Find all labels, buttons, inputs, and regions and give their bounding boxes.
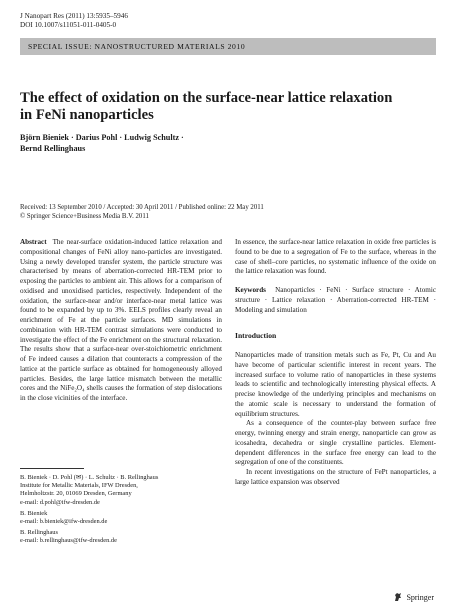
journal-citation <box>20 12 128 30</box>
publisher-mark <box>393 592 434 602</box>
affiliation-line: B. Rellinghaus <box>20 529 58 537</box>
publisher-name: Springer <box>406 592 434 602</box>
abstract-continued: In essence, the surface-near lattice relaxation in oxide free particles is found to be due to a segregation of Fe to the surface, whereas in the case of shell–core particles, no systematic influence of the oxide on the lattice relaxation was found. <box>235 238 436 276</box>
author-line: Björn Bieniek · Darius Pohl · Ludwig Schultz · <box>20 133 184 142</box>
abstract-text: The near-surface oxidation-induced lattice relaxation and compositional changes of FeNi alloy nano-particles are investigated. Using a newly developed transfer system, the particle structure was characterised by means of aberration-corrected HR-TEM prior to exposing the particles to ambient air. This allows for a comparison of oxidised and unoxidised particles, respectively. Independent of the oxidation, the surface-near and/or interface-near metal lattice was found to be expanded by up to 3%. EELS profiles clearly reveal an enrichment of Fe at the particle surfaces. MD simulations in combination with HR-TEM contrast simulations were conducted to investigate the effect of the Fe enrichment on the structural relaxation. The results show that a surface-near over-stoichiometric enrichment of Fe indeed causes a dilation that counteracts a compression of the lattice at the particle surface as obtained for homogeneously alloyed particles. Besides, the large lattice mismatch between the metallic cores and the NiFe₂O₄ shells causes the formation of step dislocations in the close vicinities of the interface. <box>20 238 222 402</box>
author-list <box>20 133 300 154</box>
affiliation-email[interactable]: e-mail: d.pohl@ifw-dresden.de <box>20 498 100 506</box>
right-column <box>235 238 436 488</box>
intro-paragraph: In recent investigations on the structure of FePt nanoparticles, a large lattice expansion was observed <box>235 468 436 486</box>
affiliation-line: B. Bieniek · D. Pohl (✉) · L. Schultz · B. Rellinghaus <box>20 474 159 481</box>
keywords-text: Nanoparticles · FeNi · Surface structure · Atomic structure · Lattice relaxation · Aberration-corrected HR-TEM · Modeling and simulation <box>235 286 436 314</box>
left-column <box>20 238 222 404</box>
abstract <box>20 238 222 404</box>
author-line: Bernd Rellinghaus <box>20 143 86 153</box>
abstract-heading: Abstract <box>20 238 47 246</box>
affiliation-email[interactable]: e-mail: b.rellinghaus@ifw-dresden.de <box>20 537 117 545</box>
springer-horse-icon <box>393 592 403 602</box>
title-line: The effect of oxidation on the surface-near lattice relaxation <box>20 90 393 106</box>
affiliation-line: Institute for Metallic Materials, IFW Dresden, <box>20 482 138 490</box>
affiliation-email[interactable]: e-mail: b.bieniek@ifw-dresden.de <box>20 518 108 526</box>
journal-reference: J Nanopart Res (2011) 13:5935–5946 <box>20 12 128 20</box>
introduction-heading: Introduction <box>235 331 277 341</box>
affiliation-block <box>20 510 222 526</box>
doi: DOI 10.1007/s11051-011-0405-0 <box>20 21 117 29</box>
affiliation-block <box>20 474 222 507</box>
paper-title <box>20 90 430 123</box>
affiliation-block <box>20 529 222 545</box>
special-issue-banner: SPECIAL ISSUE: NANOSTRUCTURED MATERIALS 2010 <box>20 38 436 55</box>
affiliation-line: B. Bieniek <box>20 509 48 517</box>
publication-dates <box>20 204 436 221</box>
intro-paragraph: As a consequence of the counter-play between surface free energy, twinning energy and strain energy, nanoparticle can grow as icosahedra, decahedra or single crystalline particles. Element-dependent differences in the surface free energy can lead to the segregation of one of the constituents. <box>235 419 436 467</box>
affiliations <box>20 474 222 549</box>
keywords-heading: Keywords <box>235 286 266 294</box>
footnote-rule <box>20 468 84 469</box>
keywords <box>235 286 436 315</box>
received-accepted-published: Received: 13 September 2010 / Accepted: 30 April 2011 / Published online: 22 May 2011 <box>20 204 264 211</box>
title-line: in FeNi nanoparticles <box>20 106 154 123</box>
intro-paragraph: Nanoparticles made of transition metals such as Fe, Pt, Cu and Au have become of particular scientific interest in recent years. The increased surface to volume ratio of nanoparticles in these systems leads to scientific and technologically interesting physical effects. A precise knowledge of the underlying principles and mechanisms on the atomic scale is necessary to understand the formation of equilibrium structures. <box>235 351 436 418</box>
copyright: © Springer Science+Business Media B.V. 2011 <box>20 212 149 220</box>
affiliation-line: Helmholtzstr. 20, 01069 Dresden, Germany <box>20 490 132 498</box>
